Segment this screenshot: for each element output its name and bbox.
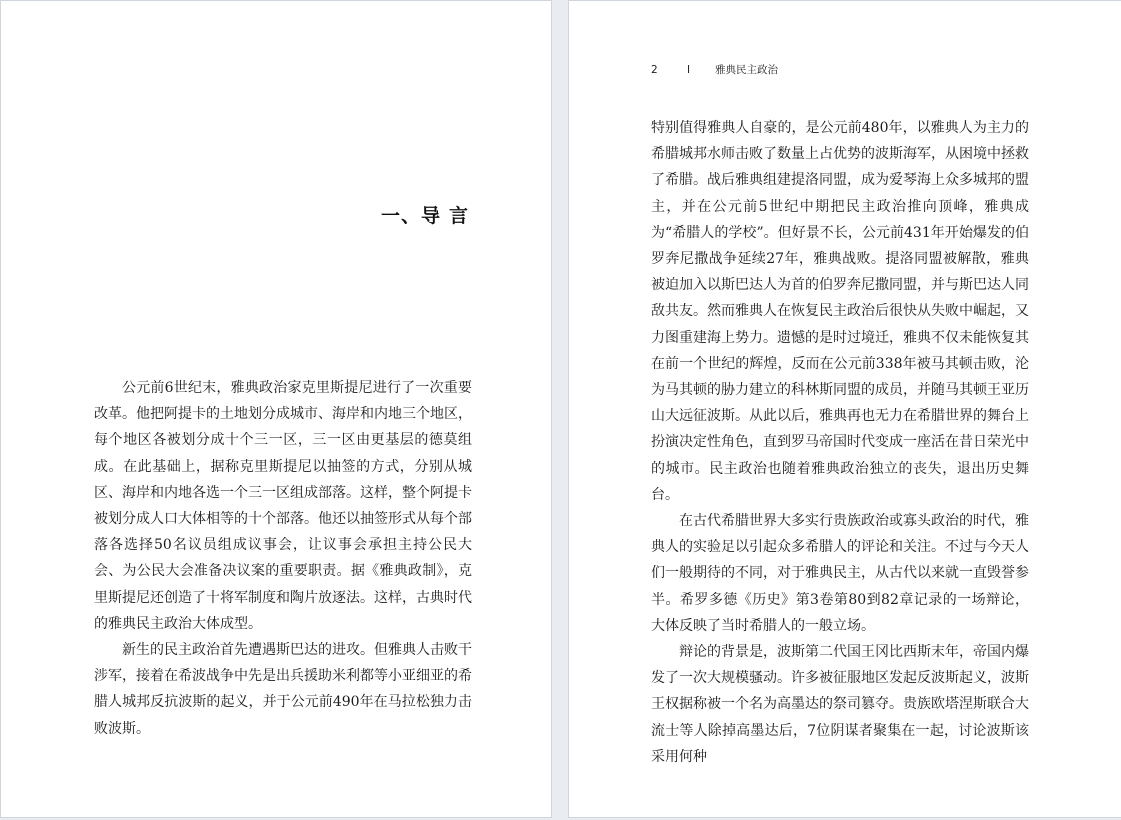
paragraph: 在古代希腊世界大多实行贵族政治或寡头政治的时代，雅典人的实验足以引起众多希腊人的评论和关注。不过与今天人们一般期待的不同，对于雅典民主，从古代以来就一直毁誉参半。希罗多德《历史》第3卷第80到82章记录的一场辩论，大体反映了当时希腊人的一般立场。 [651,513,1029,634]
chapter-title-char-2: 言 [448,205,469,227]
paragraph: 新生的民主政治首先遭遇斯巴达的进攻。但雅典人击败干涉军，接着在希波战争中先是出兵援助米利都等小亚细亚的希腊人城邦反抗波斯的起义，并于公元前490年在马拉松独力击败波斯。 [94,642,472,737]
body-text-right [651,115,1029,770]
paragraph: 公元前6世纪末，雅典政治家克里斯提尼进行了一次重要改革。他把阿提卡的土地划分成城市、海岸和内地三个地区，每个地区各被划分成十个三一区，三一区由更基层的德莫组成。在此基础上，据称克里斯提尼以抽签的方式，分别从城区、海岸和内地各选一个三一区组成部落。这样，整个阿提卡被划分成人口大体相等的十个部落。他还以抽签形式从每个部落各选择50名议员组成议事会，让议事会承担主持公民大会、为公民大会准备决议案的重要职责。据《雅典政制》，克里斯提尼还创造了十将军制度和陶片放逐法。这样，古典时代的雅典民主政治大体成型。 [94,380,472,632]
chapter-title [381,201,469,228]
page-right [568,0,1121,818]
paragraph: 辩论的背景是，波斯第二代国王冈比西斯末年，帝国内爆发了一次大规模骚动。许多被征服地区发起反波斯起义，波斯王权据称被一个名为高墨达的祭司篡夺。贵族欧塔涅斯联合大流士等人除掉高墨达后，7位阴谋者聚集在一起，讨论波斯该采用何种 [651,644,1029,765]
book-title: 雅典民主政治 [715,64,778,76]
chapter-title-number: 一、 [380,205,421,227]
body-text-left [94,375,472,742]
header-separator: I [687,64,691,76]
chapter-title-char-1: 导 [420,205,441,227]
paragraph: 特别值得雅典人自豪的，是公元前480年，以雅典人为主力的希腊城邦水师击败了数量上占优势的波斯海军，从困境中拯救了希腊。战后雅典组建提洛同盟，成为爱琴海上众多城邦的盟主，并在公元前5世纪中期把民主政治推向顶峰，雅典成为“希腊人的学校”。但好景不长，公元前431年开始爆发的伯罗奔尼撒战争延续27年，雅典战败。提洛同盟被解散，雅典被迫加入以斯巴达人为首的伯罗奔尼撒同盟，并与斯巴达人同敌共友。然而雅典人在恢复民主政治后很快从失败中崛起，又力图重建海上势力。遗憾的是时过境迁，雅典不仅未能恢复其在前一个世纪的辉煌，反而在公元前338年被马其顿击败，沦为马其顿的胁力建立的科林斯同盟的成员，并随马其顿王亚历山大远征波斯。从此以后，雅典再也无力在希腊世界的舞台上扮演决定性角色，直到罗马帝国时代变成一座活在昔日荣光中的城市。民主政治也随着雅典政治独立的丧失，退出历史舞台。 [651,120,1029,503]
running-header [651,62,778,77]
page-left [0,0,552,818]
page-number: 2 [651,64,658,76]
